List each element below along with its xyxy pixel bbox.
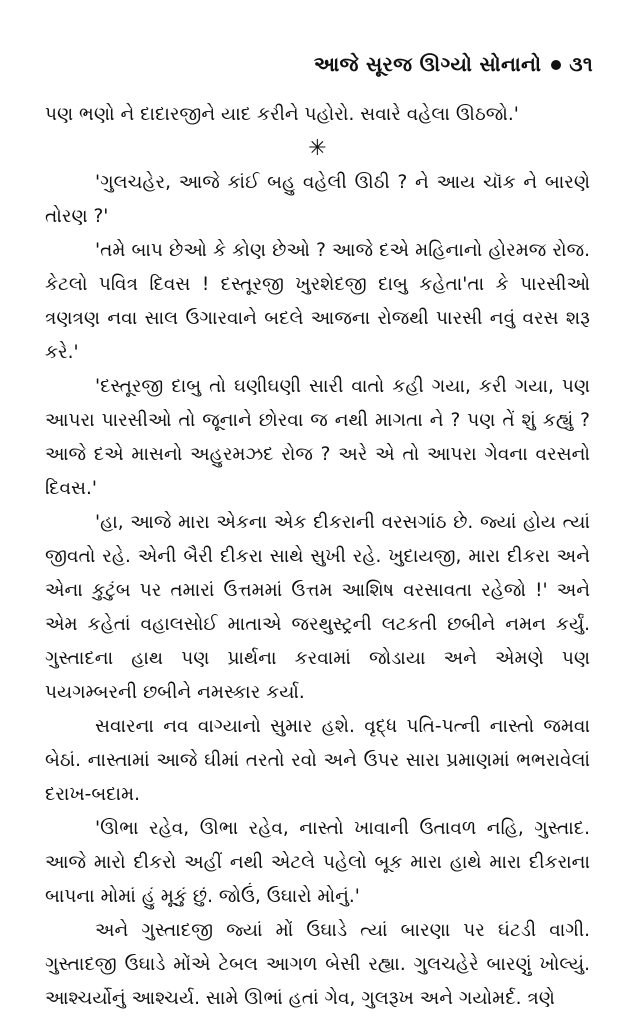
running-title: આજે સૂરજ ઊગ્યો સોનાનો: [313, 52, 542, 76]
paragraph-continuation: પણ ભણો ને દાદારજીને યાદ કરીને પહોરો. સવારે વહેલા ઊઠજો.': [45, 104, 519, 125]
paragraph: 'હા, આજે મારા એકના એક દીકરાની વરસગાંઠ છે. જ્યાં હોય ત્યાં જીવતો રહે. એની બૈરી દીકરા સાથે સુખી રહે. ખુદાયજી, મારા દીકરા અને એના કુટુંબ પર તમારાં ઉત્તમમાં ઉત્તમ આશિષ વરસાવતા રહેજો !' અને એમ કહેતાં વહાલસોઈ માતાએ જરથુસ્ટ્રની લટકતી છબીને નમન કર્યું. ગુસ્તાદના હાથ પણ પ્રાર્થના કરવામાં જોડાયા અને એમણે પણ પયગમ્બરની છબીને નમસ્કાર કર્યા.: [45, 512, 590, 703]
paragraph: સવારના નવ વાગ્યાનો સુમાર હશે. વૃદ્ધ પતિ-પત્ની નાસ્તો જમવા બેઠાં. નાસ્તામાં આજે ઘીમાં તરતો રવો અને ઉપર સારા પ્રમાણમાં ભભરાવેલાં દરાખ-બદામ.: [45, 716, 590, 805]
paragraph: 'ઊભા રહેવ, ઊભા રહેવ, નાસ્તો ખાવાની ઉતાવળ નહિ, ગુસ્તાદ. આજે મારો દીકરો અહીં નથી એટલે પહેલો બૂક મારા હાથે મારા દીકરાના બાપના મોમાં હું મૂકું છું. જોઉં, ઉઘારો મોનું.': [45, 818, 590, 907]
body-text: [45, 98, 590, 1016]
paragraph: 'ગુલચહેર, આજે કાંઈ બહુ વહેલી ઊઠી ? ને આય ચૉક ને બારણે તોરણ ?': [45, 172, 590, 227]
paragraph: અને ગુસ્તાદજી જ્યાં મોં ઉઘાડે ત્યાં બારણા પર ઘંટડી વાગી. ગુસ્તાદજી ઉઘાડે મોંએ ટેબલ આગળ બેસી રહ્યા. ગુલચહેરે બારણું ખોલ્યું. આશ્ચર્યોનું આશ્ચર્ય. સામે ઊભાં હતાં ગેવ, ગુલરૂખ અને ગયોમર્દ. ત્રણે: [45, 920, 590, 1009]
paragraph: 'તમે બાપ છેઓ કે કોણ છેઓ ? આજે દએ મહિનાનો હોરમજ રોજ. કેટલો પવિત્ર દિવસ ! દસ્તૂરજી ખુરશેદજી દાબુ કહેતા'તા કે પારસીઓ ત્રણત્રણ નવા સાલ ઉગારવાને બદલે આજના રોજથી પારસી નવું વરસ શરૂ કરે.': [45, 240, 590, 363]
bullet-icon: [551, 60, 561, 70]
section-separator: ✳: [308, 136, 327, 161]
paragraph: 'દસ્તૂરજી દાબુ તો ઘણીઘણી સારી વાતો કહી ગયા, કરી ગયા, પણ આપરા પારસીઓ તો જૂનાને છોરવા જ નથી માગતા ને ? પણ તેં શું કહ્યું ? આજે દએ માસનો અહુરમઝદ રોજ ? અરે એ તો આપરા ગેવના વરસનો દિવસ.': [45, 376, 590, 499]
page-number: ૩૧: [569, 52, 593, 76]
running-header: [314, 52, 593, 76]
